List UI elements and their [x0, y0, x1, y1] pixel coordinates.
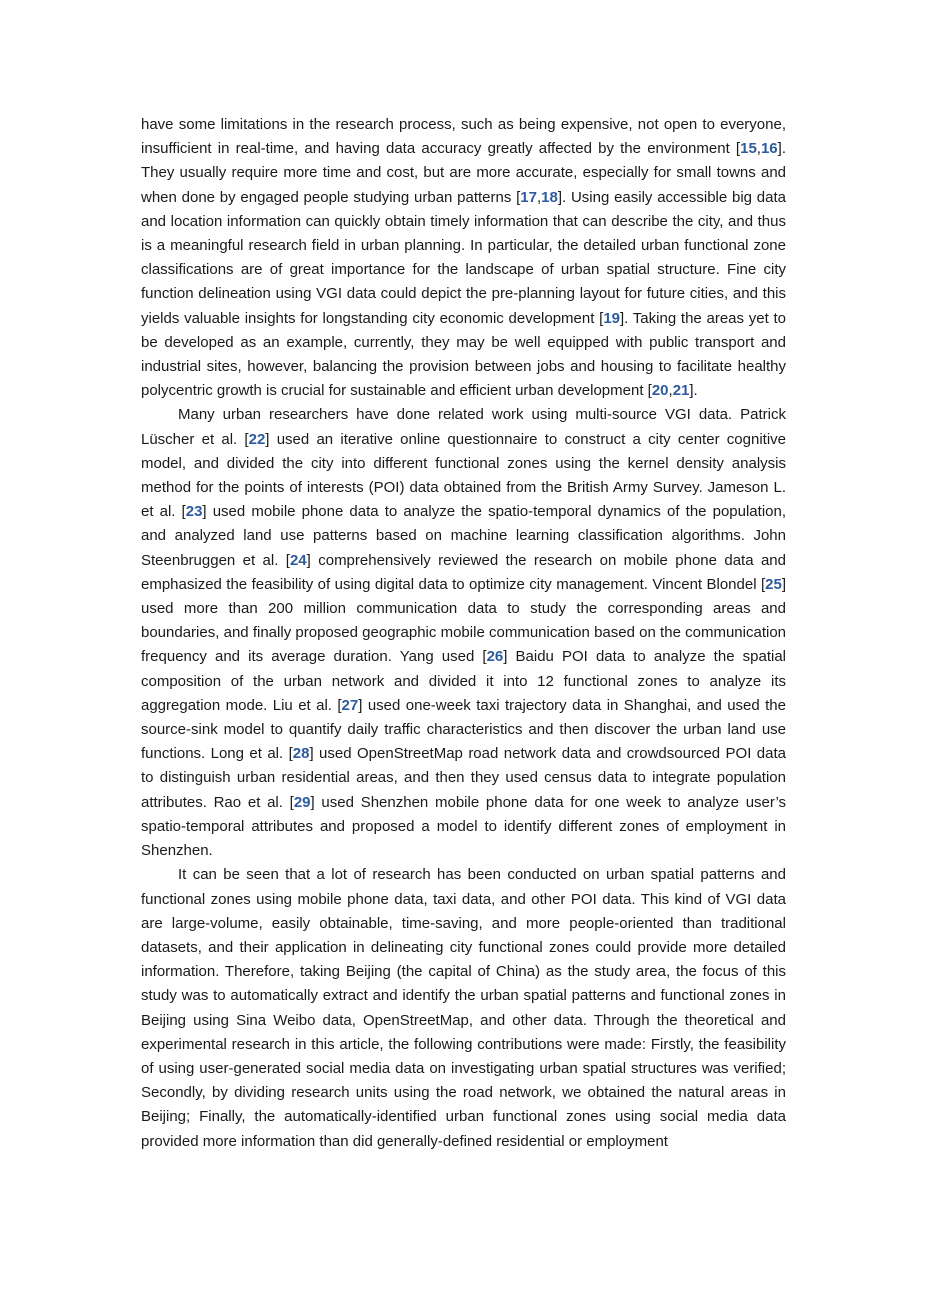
text-run: ]. Using easily accessible big data and location information can quickly obtain timely information that can describe the city, and thus is a meaningful research field in urban planning. In particular, the detailed urban functional zone classifications are of great importance for the landscape of urban spatial structure. Fine city function delineation using VGI data could depict the pre-planning layout for future cities, and this yields valuable insights for longstanding city economic development [: [141, 188, 786, 327]
paragraph-3: [141, 863, 786, 1153]
paragraph-1: [141, 113, 786, 403]
text-run: Many urban researchers have done related work using multi-source VGI data. Patrick Lüscher et al. [: [141, 406, 786, 448]
text-run: ] Baidu POI data to analyze the spatial composition of the urban network and divided it into 12 functional zones to analyze its aggregation mode. Liu et al. [: [141, 648, 786, 714]
text-run: It can be seen that a lot of research has been conducted on urban spatial patterns and functional zones using mobile phone data, taxi data, and other POI data. This kind of VGI data are large-volume, easily obtainable, time-saving, and more people-oriented than traditional datasets, and their application in delineating city functional zones could provide more detailed information. Therefore, taking Beijing (the capital of China) as the study area, the focus of this study was to automatically extract and identify the urban spatial patterns and functional zones in Beijing using Sina Weibo data, OpenStreetMap, and other data. Through the theoretical and experimental research in this article, the following contributions were made: Firstly, the feasibility of using user-generated social media data on investigating urban spatial structures was verified; Secondly, by dividing research units using the road network, we obtained the natural areas in Beijing; Finally, the automatically-identified urban functional zones using social media data provided more information than did generally-defined residential or employment: [141, 866, 786, 1150]
text-run: ] used more than 200 million communication data to study the corresponding areas and boundaries, and finally proposed geographic mobile communication based on the communication frequency and its average duration. Yang used [: [141, 575, 786, 666]
text-run: ]. Taking the areas yet to be developed as an example, currently, they may be well equipped with public transport and industrial sites, however, balancing the provision between jobs and housing to facilitate healthy polycentric growth is crucial for sustainable and efficient urban development [: [141, 309, 786, 400]
citation-link[interactable]: 19: [603, 309, 620, 327]
citation-link[interactable]: 27: [341, 696, 359, 714]
paragraph-2: [141, 403, 786, 863]
citation-link[interactable]: 25: [765, 575, 782, 593]
citation-link[interactable]: 26: [486, 648, 504, 666]
citation-link[interactable]: 23: [185, 503, 203, 521]
citation-link[interactable]: 18: [541, 188, 558, 206]
text-run: ] used an iterative online questionnaire to construct a city center cognitive model, and divided the city into different functional zones using the kernel density analysis method for the points of interests (POI) data obtained from the British Army Survey. Jameson L. et al. [: [141, 430, 787, 521]
citation-link[interactable]: 20: [651, 382, 669, 400]
text-run: ,: [756, 140, 761, 158]
text-run: ].: [689, 382, 698, 400]
citation-link[interactable]: 15: [740, 140, 757, 158]
text-run: ] used Shenzhen mobile phone data for one week to analyze user’s spatio-temporal attributes and proposed a model to identify different zones of employment in Shenzhen.: [141, 793, 786, 860]
citation-link[interactable]: 21: [672, 382, 690, 400]
text-run: ,: [668, 382, 673, 400]
text-run: have some limitations in the research process, such as being expensive, not open to everyone, insufficient in real-time, and having data accuracy greatly affected by the environment [: [141, 116, 786, 158]
text-run: ] comprehensively reviewed the research on mobile phone data and emphasized the feasibility of using digital data to optimize city management. Vincent Blondel [: [141, 551, 786, 593]
citation-link[interactable]: 29: [293, 793, 311, 811]
citation-link[interactable]: 22: [248, 430, 266, 448]
text-run: ] used one-week taxi trajectory data in Shanghai, and used the source-sink model to quantify daily traffic characteristics and then discover the urban land use functions. Long et al. [: [141, 696, 786, 763]
text-run: ,: [536, 188, 542, 206]
text-run: ]. They usually require more time and cost, but are more accurate, especially for small towns and when done by engaged people studying urban patterns [: [141, 140, 786, 206]
text-run: ] used mobile phone data to analyze the spatio-temporal dynamics of the population, and analyzed land use patterns based on machine learning classification algorithms. John Steenbruggen et al. [: [141, 503, 786, 569]
document-body: [141, 113, 786, 1154]
text-run: ] used OpenStreetMap road network data and crowdsourced POI data to distinguish urban residential areas, and then they used census data to integrate population attributes. Rao et al. [: [141, 745, 787, 811]
citation-link[interactable]: 28: [292, 745, 310, 763]
citation-link[interactable]: 24: [289, 551, 307, 569]
citation-link[interactable]: 17: [520, 188, 537, 206]
citation-link[interactable]: 16: [760, 140, 778, 158]
